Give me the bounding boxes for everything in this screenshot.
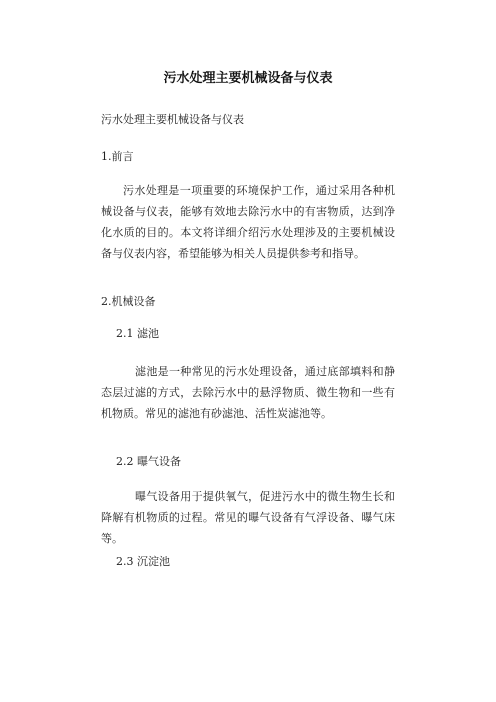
document-subtitle: 污水处理主要机械设备与仪表 bbox=[101, 113, 244, 126]
section-2-heading: 2.机械设备 bbox=[101, 295, 156, 308]
subsection-2-1-paragraph: 滤池是一种常见的污水处理设备，通过底部填料和静态层过滤的方式，去除污水中的悬浮物质、微生物和一些有机物质。常见的滤池有砂滤池、活性炭滤池等。 bbox=[101, 365, 395, 420]
subsection-2-2-heading: 2.2 曝气设备 bbox=[116, 455, 181, 468]
subsection-2-2-paragraph: 曝气设备用于提供氧气，促进污水中的微生物生长和降解有机物质的过程。常见的曝气设备有气浮设备、曝气床等。 bbox=[101, 490, 395, 545]
subsection-2-1-heading: 2.1 滤池 bbox=[116, 327, 159, 340]
section-1-heading: 1.前言 bbox=[101, 150, 134, 163]
subsection-2-3-heading: 2.3 沉淀池 bbox=[116, 555, 170, 568]
document-title: 污水处理主要机械设备与仪表 bbox=[163, 71, 333, 86]
section-1-paragraph: 污水处理是一项重要的环境保护工作，通过采用各种机械设备与仪表，能够有效地去除污水中的有害物质，达到净化水质的目的。本文将详细介绍污水处理涉及的主要机械设备与仪表内容，希望能够为相关人员提供参考和指导。 bbox=[101, 184, 395, 260]
